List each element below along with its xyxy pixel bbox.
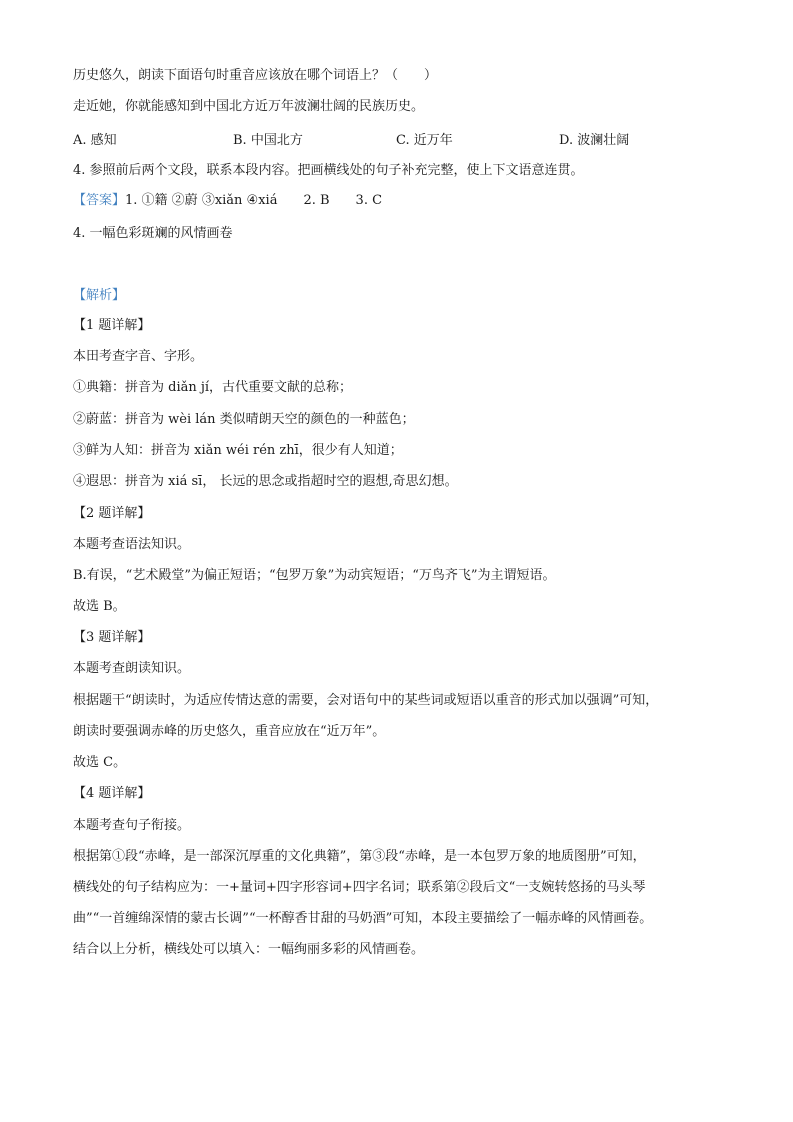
question-4-prompt: 4. 参照前后两个文段，联系本段内容。把画横线处的句子补充完整，使上下文语意连贯。 xyxy=(73,163,584,178)
section-4-line: 曲”“一首缠绵深情的蒙古长调”“一杯醇香甘甜的马奶酒”可知，本段主要描绘了一幅赤峰的风情画卷。 xyxy=(73,911,653,926)
section-2-line: 本题考查语法知识。 xyxy=(73,537,191,552)
answer-tag: 【答案】 xyxy=(73,193,126,208)
option-d: D. 波澜壮阔 xyxy=(559,133,630,148)
section-2-line: B.有误，“艺术殿堂”为偏正短语；“包罗万象”为动宾短语；“万鸟齐飞”为主谓短语。 xyxy=(73,568,556,583)
section-4-line: 本题考查句子衔接。 xyxy=(73,818,191,833)
option-b: B. 中国北方 xyxy=(233,133,303,148)
section-1-line: ①典籍：拼音为 diǎn jí，古代重要文献的总称； xyxy=(73,380,353,395)
answer-line-2: 4. 一幅色彩斑斓的风情画卷 xyxy=(73,226,233,241)
section-4-line: 结合以上分析，横线处可以填入：一幅绚丽多彩的风情画卷。 xyxy=(73,942,425,957)
section-1-heading: 【1 题详解】 xyxy=(73,318,151,333)
option-a: A. 感知 xyxy=(73,133,117,148)
section-3-line: 根据题干“朗读时，为适应传情达意的需要，会对语句中的某些词或短语以重音的形式加以强调”可知， xyxy=(73,693,659,708)
section-1-line: ④遐思：拼音为 xiá sī， 长远的思念或指超时空的遐想,奇思幻想。 xyxy=(73,474,458,489)
question-3-sentence: 走近她，你就能感知到中国北方近万年波澜壮阔的民族历史。 xyxy=(73,99,425,114)
option-c: C. 近万年 xyxy=(396,133,453,148)
section-1-line: 本田考查字音、字形。 xyxy=(73,349,204,364)
section-3-line: 故选 C。 xyxy=(73,755,127,770)
section-3-heading: 【3 题详解】 xyxy=(73,630,151,645)
section-4-heading: 【4 题详解】 xyxy=(73,786,151,801)
question-3-prompt: 历史悠久，朗读下面语句时重音应该放在哪个词语上？（ ） xyxy=(73,68,438,83)
section-3-line: 本题考查朗读知识。 xyxy=(73,661,191,676)
section-3-line: 朗读时要强调赤峰的历史悠久，重音应放在“近万年”。 xyxy=(73,724,386,739)
section-1-line: ②蔚蓝：拼音为 wèi lán 类似晴朗天空的颜色的一种蓝色； xyxy=(73,412,415,427)
section-2-heading: 【2 题详解】 xyxy=(73,506,151,521)
answer-text: 1. ①籍 ②蔚 ③xiǎn ④xiá 2. B 3. C xyxy=(125,193,383,208)
section-4-line: 根据第①段“赤峰，是一部深沉厚重的文化典籍”，第③段“赤峰，是一本包罗万象的地质图册”可知， xyxy=(73,849,646,864)
section-1-line: ③鲜为人知：拼音为 xiǎn wéi rén zhī，很少有人知道； xyxy=(73,443,403,458)
answer-line xyxy=(73,191,382,211)
section-4-line: 横线处的句子结构应为：一+量词+四字形容词+四字名词；联系第②段后文“一支婉转悠扬的马头琴 xyxy=(73,880,646,895)
analysis-tag: 【解析】 xyxy=(73,288,126,303)
section-2-line: 故选 B。 xyxy=(73,599,126,614)
